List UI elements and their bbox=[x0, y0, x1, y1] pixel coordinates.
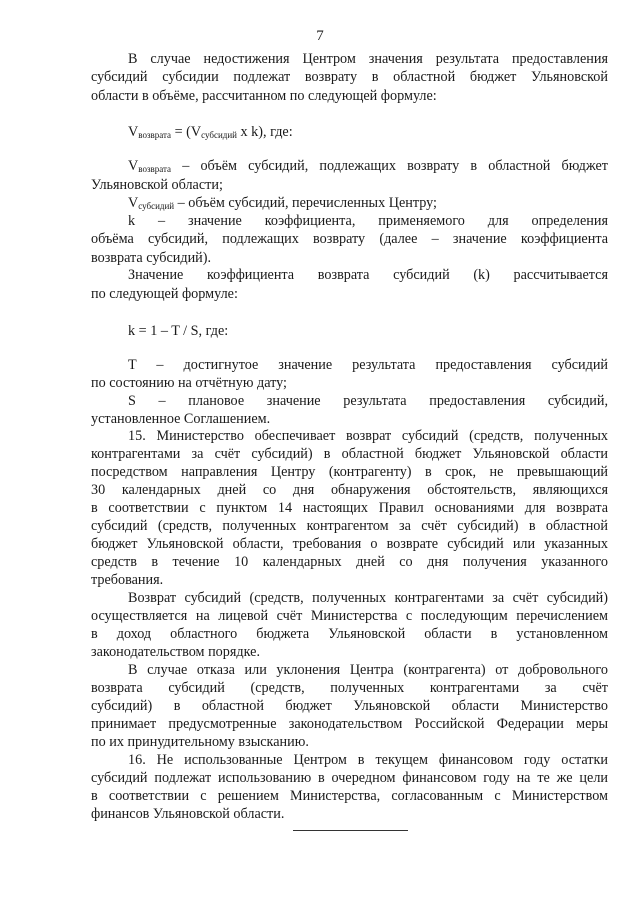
text-line: В случае недостижения Центром значения результата предоставления bbox=[128, 51, 608, 67]
closing-rule bbox=[293, 830, 408, 831]
text-line: Значение коэффициента возврата субсидий (k) рассчитывается bbox=[128, 267, 608, 283]
formula-sub-subsidiy: субсидий bbox=[201, 130, 237, 140]
definition-v-vozvrata bbox=[128, 157, 608, 175]
page-number: 7 bbox=[316, 28, 324, 44]
text-line: законодательством порядке. bbox=[91, 644, 260, 660]
text-line: 16. Не использованные Центром в текущем финансовом году остатки bbox=[128, 752, 608, 768]
text-line: финансов Ульяновской области. bbox=[91, 806, 285, 822]
definition-v: V bbox=[128, 195, 139, 211]
text-line: Ульяновской области; bbox=[91, 177, 223, 193]
definition-subscript: субсидий bbox=[138, 201, 175, 211]
text-line: T – достигнутое значение результата предоставления субсидий bbox=[128, 357, 608, 373]
text-line: возврата субсидий). bbox=[91, 250, 212, 266]
formula-tail: x k), где: bbox=[236, 124, 293, 140]
text-line: в доход областного бюджета Ульяновской области в установленном bbox=[91, 626, 608, 642]
formula-vozvrata bbox=[128, 123, 608, 141]
text-line: 30 календарных дней со дня обнаружения обстоятельств, являющихся bbox=[91, 482, 608, 498]
definition-v-subsidiy bbox=[128, 194, 608, 212]
text-line: объёма субсидий, подлежащих возврату (далее – значение коэффициента bbox=[91, 231, 608, 247]
text-line: бюджет Ульяновской области, требования о возврате субсидий или указанных bbox=[91, 536, 608, 552]
text-line: установленное Соглашением. bbox=[91, 411, 271, 427]
definition-v: V bbox=[128, 158, 139, 174]
text-line: в соответствии с решением Министерства, согласованным с Министерством bbox=[91, 788, 608, 804]
text-line: S – плановое значение результата предоставления субсидий, bbox=[128, 393, 608, 409]
formula-sub-vozvrata: возврата bbox=[138, 130, 172, 140]
text-line: k – значение коэффициента, применяемого для определения bbox=[128, 213, 608, 229]
text-line: субсидий субсидии подлежат возврату в областной бюджет Ульяновской bbox=[91, 69, 608, 85]
text-line: k = 1 – T / S, где: bbox=[128, 323, 229, 339]
text-line: средств в течение 10 календарных дней со дня получения указанного bbox=[91, 554, 608, 570]
definition-subscript: возврата bbox=[138, 164, 172, 174]
text-line: принимает предусмотренные законодательством Российской Федерации меры bbox=[91, 716, 608, 732]
text-line: контрагентами за счёт субсидий) в областной бюджет Ульяновской области bbox=[91, 446, 608, 462]
text-line: субсидий подлежат использованию в очередном финансовом году на те же цели bbox=[91, 770, 608, 786]
formula-eq: = (V bbox=[171, 124, 202, 140]
text-line: осуществляется на лицевой счёт Министерства с последующим перечислением bbox=[91, 608, 608, 624]
text-line: субсидий) в областной бюджет Ульяновской области Министерство bbox=[91, 698, 608, 714]
definition-text: – объём субсидий, подлежащих возврату в областной бюджет bbox=[171, 158, 608, 174]
text-line: по состоянию на отчётную дату; bbox=[91, 375, 287, 391]
text-line: возврата субсидий (средств, полученных контрагентами за счёт bbox=[91, 680, 608, 696]
text-line: В случае отказа или уклонения Центра (контрагента) от добровольного bbox=[128, 662, 608, 678]
text-line: в соответствии с пунктом 14 настоящих Правил основаниями для возврата bbox=[91, 500, 608, 516]
text-line: по следующей формуле: bbox=[91, 286, 238, 302]
text-line: субсидий (средств, полученных контрагентом за счёт субсидий) в областной bbox=[91, 518, 608, 534]
text-line: Возврат субсидий (средств, полученных контрагентами за счёт субсидий) bbox=[128, 590, 608, 606]
definition-text: – объём субсидий, перечисленных Центру; bbox=[174, 195, 437, 211]
text-line: посредством направления Центру (контрагенту) в срок, не превышающий bbox=[91, 464, 608, 480]
text-line: 15. Министерство обеспечивает возврат субсидий (средств, полученных bbox=[128, 428, 608, 444]
text-line: по их принудительному взысканию. bbox=[91, 734, 309, 750]
formula-v: V bbox=[128, 124, 139, 140]
text-line: требования. bbox=[91, 572, 164, 588]
text-line: области в объёме, рассчитанном по следующей формуле: bbox=[91, 88, 437, 104]
